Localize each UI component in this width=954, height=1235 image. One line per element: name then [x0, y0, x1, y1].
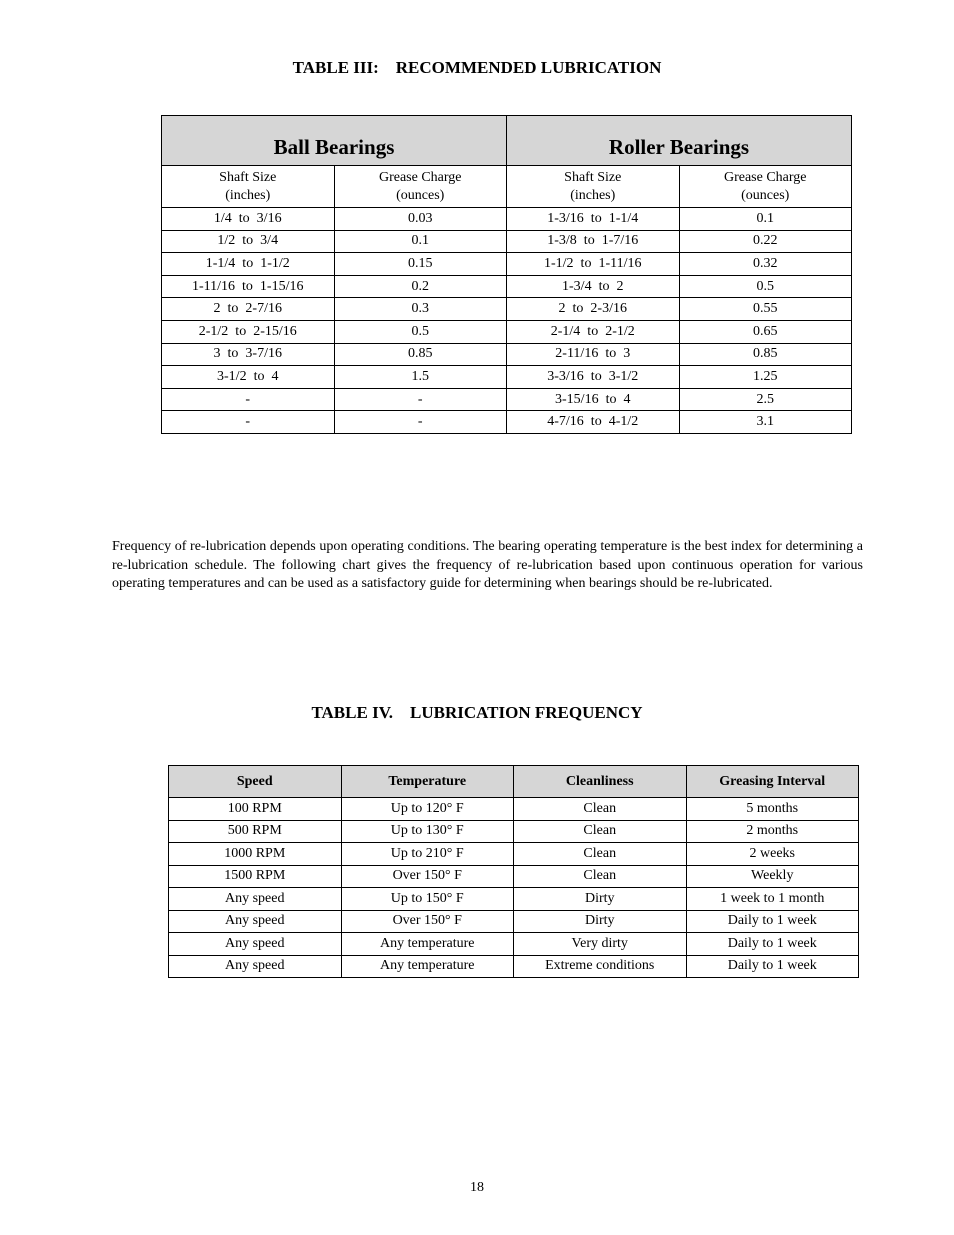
table-cell: Any temperature: [341, 933, 514, 956]
table-cell: 2-1/2 to 2-15/16: [162, 320, 335, 343]
table-cell: 1000 RPM: [169, 843, 342, 866]
ball-bearings-header: Ball Bearings: [162, 116, 507, 166]
table-cell: 1-1/4 to 1-1/2: [162, 253, 335, 276]
table-cell: 0.85: [334, 343, 507, 366]
table-cell: 0.5: [334, 320, 507, 343]
table-cell: Clean: [514, 865, 687, 888]
lubrication-frequency-table: [168, 765, 859, 978]
table-row: [169, 843, 859, 866]
table-cell: -: [162, 388, 335, 411]
table-cell: Weekly: [686, 865, 859, 888]
table-row: [162, 388, 852, 411]
col-header-speed: Speed: [169, 766, 342, 798]
table-cell: Dirty: [514, 910, 687, 933]
table-cell: 0.85: [679, 343, 852, 366]
table-cell: 1/2 to 3/4: [162, 230, 335, 253]
table-cell: 0.5: [679, 275, 852, 298]
table-cell: Clean: [514, 798, 687, 821]
table-row: [162, 230, 852, 253]
table-cell: 2-11/16 to 3: [507, 343, 680, 366]
col-header-ball-shaft-size: Shaft Size (inches): [162, 166, 335, 208]
table-cell: Daily to 1 week: [686, 955, 859, 978]
table-row: [162, 298, 852, 321]
table-row: [162, 320, 852, 343]
page-number: 18: [470, 1180, 484, 1195]
recommended-lubrication-body: [162, 208, 852, 434]
table-cell: Very dirty: [514, 933, 687, 956]
table-cell: 3.1: [679, 411, 852, 434]
table-cell: 0.1: [679, 208, 852, 231]
table-cell: 0.22: [679, 230, 852, 253]
table-cell: Any temperature: [341, 955, 514, 978]
lubrication-frequency-body: [169, 798, 859, 978]
table-3-title: TABLE III: RECOMMENDED LUBRICATION: [292, 58, 662, 77]
table-row: [169, 955, 859, 978]
table-cell: 0.15: [334, 253, 507, 276]
table-cell: 3-1/2 to 4: [162, 366, 335, 389]
table-cell: Dirty: [514, 888, 687, 911]
table-cell: 4-7/16 to 4-1/2: [507, 411, 680, 434]
table-cell: Up to 130° F: [341, 820, 514, 843]
table-row: [162, 253, 852, 276]
table-4-title: TABLE IV. LUBRICATION FREQUENCY: [311, 703, 643, 722]
relubrication-paragraph: Frequency of re-lubrication depends upon operating conditions. The bearing operating temperature is the best index for determining a re-lubrication schedule. The following chart gives the frequency of re-lubrication based upon continuous operation for various operating temperatures and can be used as a satisfactory guide for determining when bearings should be re-lubricated.: [112, 539, 863, 591]
table-row: [162, 275, 852, 298]
table-cell: Extreme conditions: [514, 955, 687, 978]
table-cell: 1.5: [334, 366, 507, 389]
table-cell: 0.2: [334, 275, 507, 298]
table-cell: 1/4 to 3/16: [162, 208, 335, 231]
table-cell: Over 150° F: [341, 910, 514, 933]
table-row: [169, 865, 859, 888]
table-cell: -: [162, 411, 335, 434]
table-cell: 0.65: [679, 320, 852, 343]
table-cell: Any speed: [169, 933, 342, 956]
table-cell: 1.25: [679, 366, 852, 389]
table-cell: -: [334, 411, 507, 434]
table-cell: 3-15/16 to 4: [507, 388, 680, 411]
table-cell: 0.32: [679, 253, 852, 276]
table-cell: 1-3/4 to 2: [507, 275, 680, 298]
table-row: [162, 366, 852, 389]
table-cell: 2 to 2-3/16: [507, 298, 680, 321]
col-header-ball-grease-charge: Grease Charge (ounces): [334, 166, 507, 208]
col-header-greasing-interval: Greasing Interval: [686, 766, 859, 798]
table-cell: 2 months: [686, 820, 859, 843]
table-row: [169, 910, 859, 933]
table-cell: 2-1/4 to 2-1/2: [507, 320, 680, 343]
table-row: [162, 411, 852, 434]
table-cell: Clean: [514, 843, 687, 866]
table-cell: 3-3/16 to 3-1/2: [507, 366, 680, 389]
col-header-roller-shaft-size: Shaft Size (inches): [507, 166, 680, 208]
table-cell: 1-3/16 to 1-1/4: [507, 208, 680, 231]
table-cell: 0.55: [679, 298, 852, 321]
table-row: [169, 888, 859, 911]
table-cell: Any speed: [169, 888, 342, 911]
table-cell: 1-1/2 to 1-11/16: [507, 253, 680, 276]
table-row: [169, 798, 859, 821]
table-cell: Clean: [514, 820, 687, 843]
table-cell: Up to 120° F: [341, 798, 514, 821]
table-cell: 1-11/16 to 1-15/16: [162, 275, 335, 298]
table-cell: 0.3: [334, 298, 507, 321]
table-cell: Up to 210° F: [341, 843, 514, 866]
table-cell: Daily to 1 week: [686, 933, 859, 956]
table-cell: Any speed: [169, 955, 342, 978]
table-cell: Daily to 1 week: [686, 910, 859, 933]
col-header-temperature: Temperature: [341, 766, 514, 798]
table-cell: -: [334, 388, 507, 411]
table-cell: Up to 150° F: [341, 888, 514, 911]
table-row: [169, 820, 859, 843]
col-header-cleanliness: Cleanliness: [514, 766, 687, 798]
table-cell: 2.5: [679, 388, 852, 411]
col-header-roller-grease-charge: Grease Charge (ounces): [679, 166, 852, 208]
table-row: [162, 343, 852, 366]
table-cell: Any speed: [169, 910, 342, 933]
table-cell: 1500 RPM: [169, 865, 342, 888]
table-row: [169, 933, 859, 956]
recommended-lubrication-table: [161, 115, 852, 434]
table-cell: 2 weeks: [686, 843, 859, 866]
table-cell: 2 to 2-7/16: [162, 298, 335, 321]
table-cell: 500 RPM: [169, 820, 342, 843]
table-cell: 1-3/8 to 1-7/16: [507, 230, 680, 253]
roller-bearings-header: Roller Bearings: [507, 116, 852, 166]
table-cell: 5 months: [686, 798, 859, 821]
table-row: [162, 208, 852, 231]
table-cell: 1 week to 1 month: [686, 888, 859, 911]
table-cell: 3 to 3-7/16: [162, 343, 335, 366]
table-cell: Over 150° F: [341, 865, 514, 888]
table-cell: 0.03: [334, 208, 507, 231]
table-cell: 100 RPM: [169, 798, 342, 821]
table-cell: 0.1: [334, 230, 507, 253]
